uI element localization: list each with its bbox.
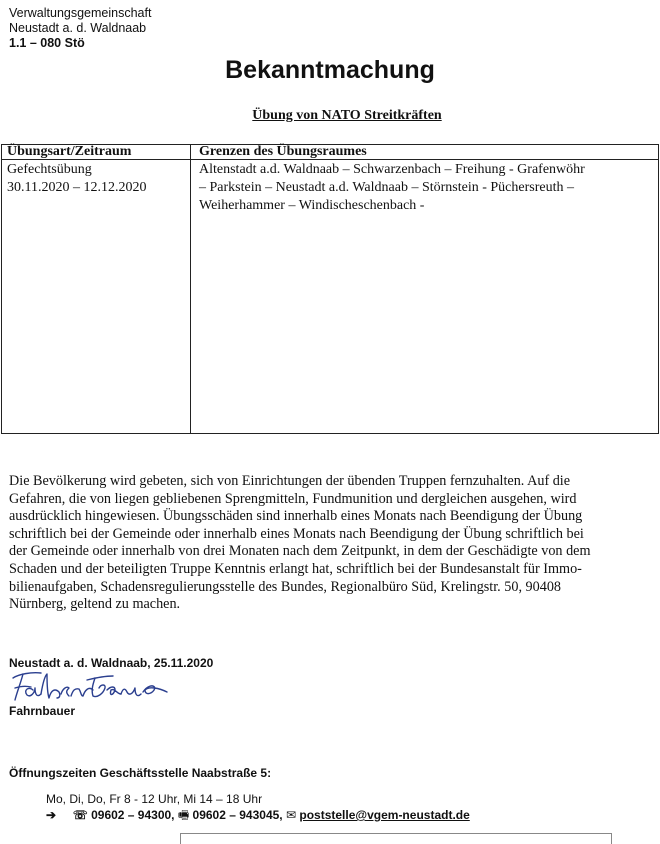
opening-hours-title: Öffnungszeiten Geschäftsstelle Naabstraße 5: (9, 766, 272, 780)
paragraph-line: der Gemeinde oder innerhalb von drei Monaten nach dem Zeitpunkt, in dem der Geschädigte von dem (9, 543, 591, 560)
phone-number: 09602 – 94300, (91, 808, 175, 822)
signer-name: Fahrnbauer (9, 704, 76, 718)
paragraph-line: Die Bevölkerung wird gebeten, sich von Einrichtungen der übenden Truppen fernzuhalten. Auf die (9, 473, 571, 489)
handwritten-signature (9, 668, 179, 704)
page-title: Bekanntmachung (225, 56, 435, 84)
notice-paragraph (9, 473, 660, 614)
paragraph-line: Nürnberg, geltend zu machen. (9, 596, 181, 613)
contact-line (46, 806, 470, 827)
fax-icon: 🖷 (177, 808, 190, 822)
paragraph-line: Gefahren, die von liegen gebliebenen Sprengmitteln, Fundmunition und dergleichen ausgehen, wird (9, 490, 577, 507)
paragraph-line: schriftlich bei der Gemeinde oder innerhalb eines Monats nach Beendigung der Übung schriftlich bei (9, 525, 584, 542)
header-file-reference: 1.1 – 080 Stö (9, 36, 85, 50)
table-header-area-boundaries: Grenzen des Übungsraumes (199, 144, 367, 159)
table-header-exercise-type: Übungsart/Zeitraum (7, 144, 132, 159)
place-and-date: Neustadt a. d. Waldnaab, 25.11.2020 (9, 656, 214, 670)
table-cell-boundaries-line: Weiherhammer – Windischeschenbach - (199, 198, 425, 213)
mail-icon: ✉ (285, 808, 297, 822)
table-cell-boundaries-line: – Parkstein – Neustadt a.d. Waldnaab – Störnstein - Püchersreuth – (199, 180, 574, 195)
exercise-table (1, 144, 659, 434)
table-cell-exercise-type: Gefechtsübung (7, 162, 92, 177)
opening-hours-times: Mo, Di, Do, Fr 8 - 12 Uhr, Mi 14 – 18 Uhr (46, 792, 263, 806)
header-org-name: Verwaltungsgemeinschaft (9, 6, 152, 20)
table-header-divider (2, 159, 658, 160)
table-cell-boundaries-line: Altenstadt a.d. Waldnaab – Schwarzenbach – Freihung - Grafenwöhr (199, 162, 585, 177)
phone-icon: ☏ (72, 808, 88, 822)
page-subtitle: Übung von NATO Streitkräften (252, 108, 442, 123)
header-org-location: Neustadt a. d. Waldnaab (9, 21, 147, 35)
table-column-divider (190, 145, 191, 433)
paragraph-line: ausdrücklich hingewiesen. Übungsschäden sind innerhalb eines Monats nach Beendigung der Übung (9, 508, 583, 525)
table-cell-exercise-period: 30.11.2020 – 12.12.2020 (7, 180, 147, 195)
email-link[interactable]: poststelle@vgem-neustadt.de (299, 808, 470, 822)
arrow-icon: ➔ (46, 808, 57, 822)
paragraph-line: bilienaufgaben, Schadensregulierungsstelle des Bundes, Regionalbüro Süd, Krelingstr. 50, 90408 (9, 578, 562, 595)
fax-number: 09602 – 943045, (192, 808, 283, 822)
paragraph-line: Schaden und der beteiligten Truppe Kenntnis erlangt hat, schriftlich bei der Bundesanstalt für Immo- (9, 560, 582, 577)
